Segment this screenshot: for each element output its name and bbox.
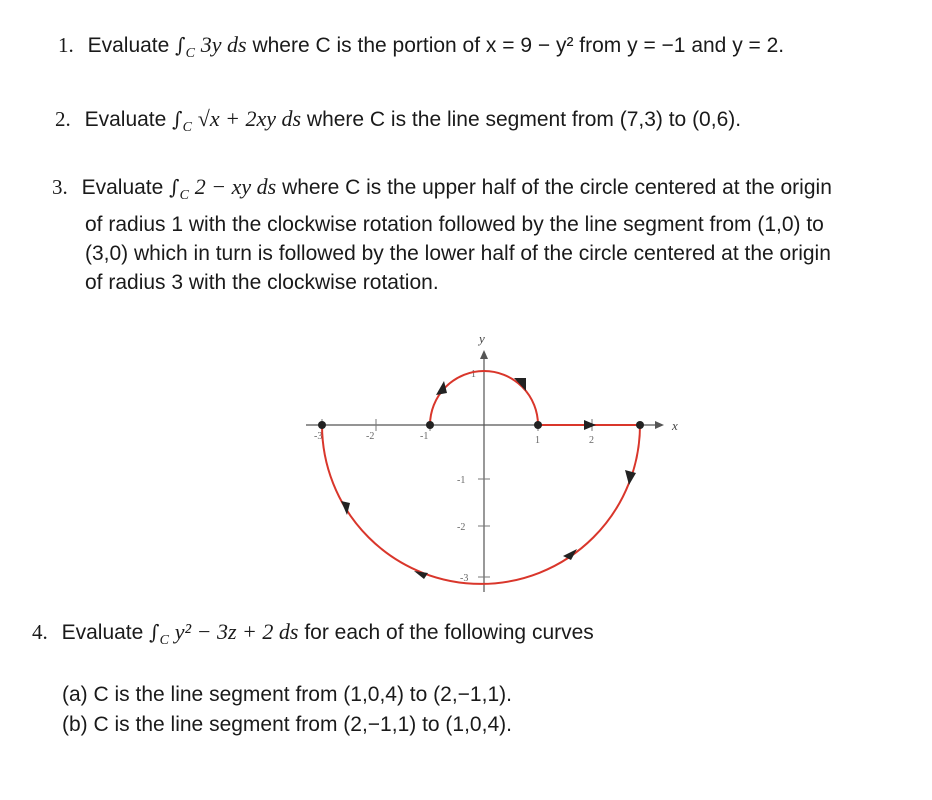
problem-number: 3. <box>52 175 68 199</box>
x-tick-label: -3 <box>314 431 323 442</box>
integral-sign: ∫ <box>172 107 183 131</box>
y-tick-label: -1 <box>457 475 466 486</box>
y-tick-label: -2 <box>457 522 466 533</box>
part-label: (a) <box>62 683 88 706</box>
x-tick-label: -1 <box>420 431 429 442</box>
problem-number: 2. <box>55 107 71 131</box>
y-axis-label: y <box>479 331 485 346</box>
integral-subscript: C <box>185 46 195 61</box>
direction-arrow-icon <box>414 571 428 579</box>
x-tick-label: -2 <box>366 431 375 442</box>
x-axis-arrow-icon <box>655 421 664 429</box>
problem-number: 4. <box>32 620 48 644</box>
integral-subscript: C <box>182 120 192 135</box>
part-label: (b) <box>62 713 88 736</box>
integrand: √x + 2xy ds <box>197 106 302 131</box>
y-axis-arrow-icon <box>480 350 488 359</box>
direction-arrow-icon <box>584 420 596 430</box>
lower-semicircle <box>322 425 640 584</box>
problem-number: 1. <box>58 33 74 57</box>
problem-text-line: of radius 3 with the clockwise rotation. <box>85 271 439 294</box>
problem-text: where C is the portion of x = 9 − y² from y = −1 and y = 2. <box>252 34 785 57</box>
problem-lead: Evaluate <box>84 108 167 131</box>
endpoint-dot <box>318 421 326 429</box>
problem-lead: Evaluate <box>87 34 170 57</box>
part-text: C is the line segment from (1,0,4) to (2,−1,1). <box>93 683 512 706</box>
part-a <box>62 680 512 710</box>
problem-text: where C is the upper half of the circle centered at the origin <box>282 176 832 199</box>
integral-subscript: C <box>179 188 189 203</box>
problem-4 <box>32 617 594 655</box>
problem-text-line: (3,0) which in turn is followed by the lower half of the circle centered at the origin <box>85 242 831 265</box>
part-b <box>62 710 512 740</box>
part-text: C is the line segment from (2,−1,1) to (1,0,4). <box>93 713 512 736</box>
problem-text-line: of radius 1 with the clockwise rotation followed by the line segment from (1,0) to <box>85 213 824 236</box>
x-tick-label: 1 <box>535 435 540 446</box>
problem-lead: Evaluate <box>61 621 144 644</box>
problem-text: for each of the following curves <box>304 621 594 644</box>
integral-subscript: C <box>159 633 169 648</box>
y-tick-label: -3 <box>460 573 469 584</box>
x-tick-label: 2 <box>589 435 594 446</box>
direction-arrow-icon <box>625 470 636 485</box>
integrand: y² − 3z + 2 ds <box>174 619 299 644</box>
y-tick-label: 1 <box>471 369 476 380</box>
endpoint-dot <box>534 421 542 429</box>
direction-arrow-icon <box>514 378 526 391</box>
integral-sign: ∫ <box>169 175 180 199</box>
endpoint-dot <box>426 421 434 429</box>
integrand: 3y ds <box>200 32 247 57</box>
integral-sign: ∫ <box>175 33 186 57</box>
endpoint-dot <box>636 421 644 429</box>
problem-text: where C is the line segment from (7,3) to (0,6). <box>306 108 742 131</box>
x-axis-label: x <box>672 418 678 433</box>
integrand: 2 − xy ds <box>194 174 277 199</box>
direction-arrow-icon <box>436 381 447 395</box>
integral-sign: ∫ <box>149 620 160 644</box>
problem-lead: Evaluate <box>81 176 164 199</box>
